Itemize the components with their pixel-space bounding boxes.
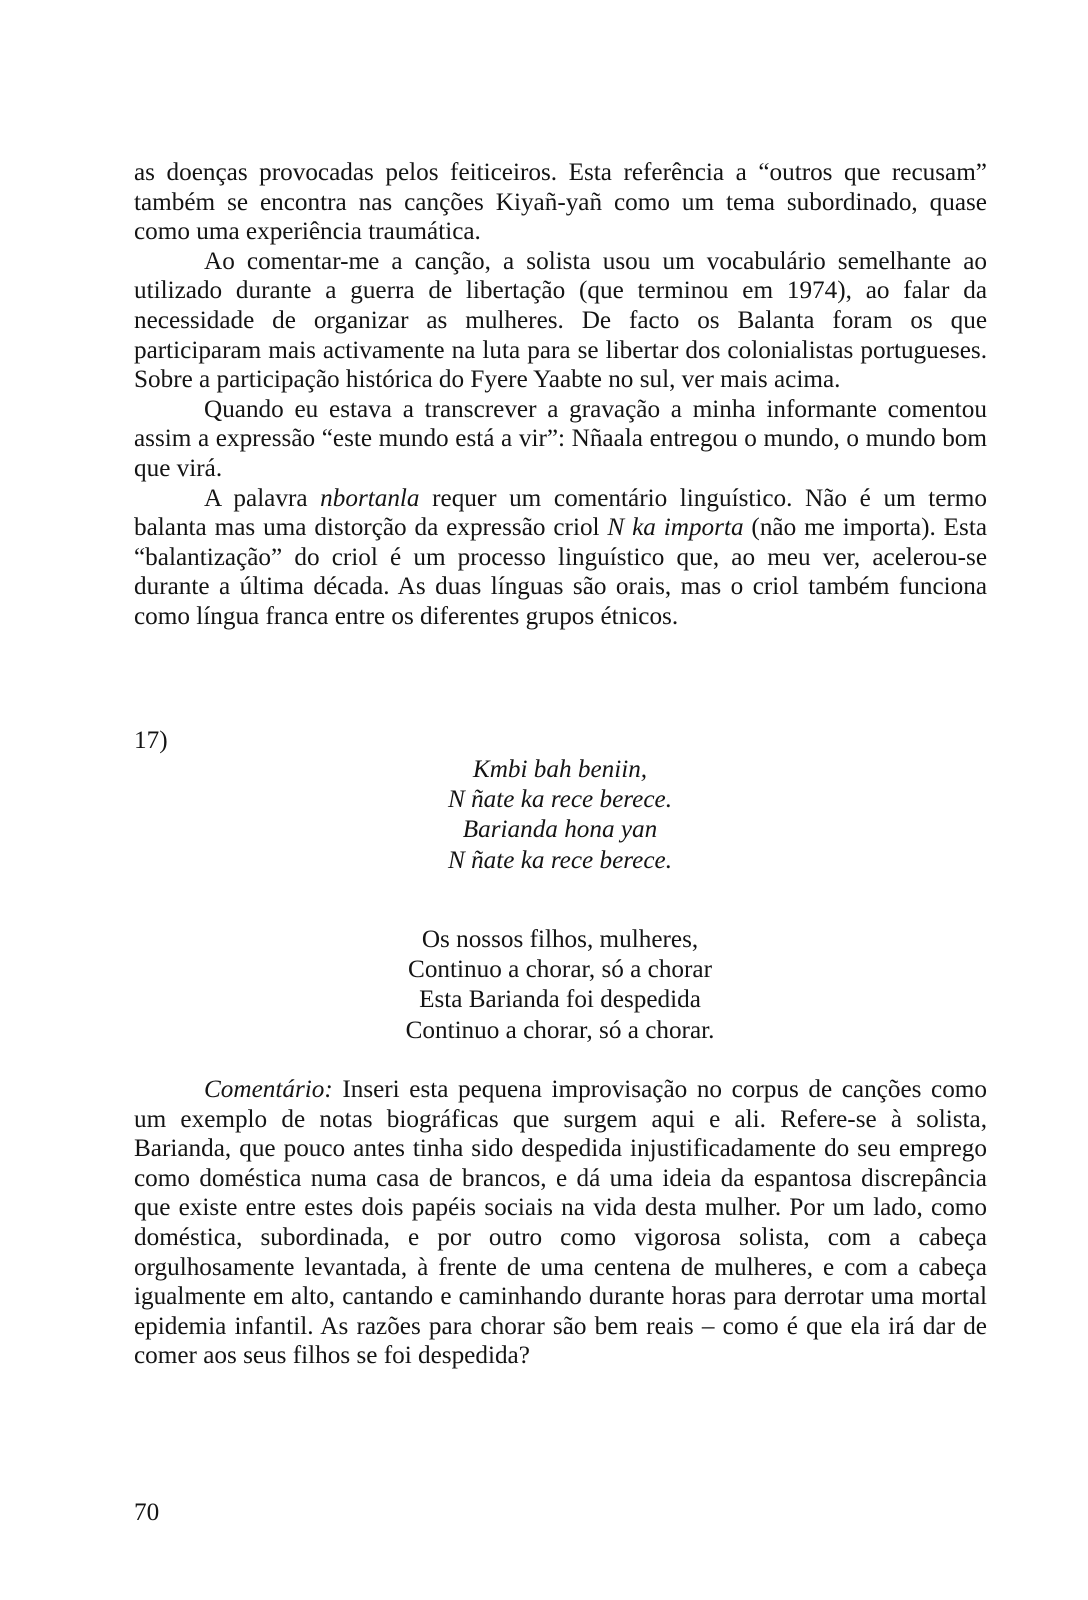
verse-line: N ñate ka rece berece. <box>447 786 672 814</box>
paragraph-4-text-3: (não me importa). Esta “balantização” do criol é um processo linguístico que, ao meu ver, acelerou-se durante a última década. As duas línguas são orais, mas o criol também funciona como língua franca entre os diferentes grupos étnicos. <box>134 514 988 630</box>
term-n-ka-importa: N ka importa <box>607 514 744 542</box>
verse-line: Continuo a chorar, só a chorar. <box>405 1016 715 1044</box>
song-translation-verse <box>310 925 810 1046</box>
commentary-paragraph <box>134 1075 987 1371</box>
term-nbortanla: nbortanla <box>320 484 420 512</box>
paragraph-2: Ao comentar-me a canção, a solista usou um vocabulário semelhante ao utilizado durante a guerra de libertação (que terminou em 1974), ao falar da necessidade de organizar as mulheres. De facto os Balanta foram os que participaram mais activamente na luta para se libertar dos colonialistas portugueses. Sobre a participação histórica do Fyere Yaabte no sul, ver mais acima. <box>134 247 987 394</box>
verse-line: Esta Barianda foi despedida <box>419 986 701 1014</box>
commentary-text: Inseri esta pequena improvisação no corpus de canções como um exemplo de notas biográficas que surgem aqui e ali. Refere-se à solista, Barianda, que pouco antes tinha sido despedida injustificadamente do seu emprego como doméstica numa casa de brancos, e dá uma ideia da espantosa discrepância que existe entre estes dois papéis sociais na vida desta mulher. Por um lado, como doméstica, subordinada, e por outro como vigorosa solista, com a cabeça orgulhosamente levantada, à frente de uma centena de mulheres, e com a cabeça igualmente em alto, cantando e caminhando durante horas para derrotar uma mortal epidemia infantil. As razões para chorar são bem reais – como é que ela irá dar de comer aos seus filhos se foi despedida? <box>134 1076 987 1370</box>
song-number: 17) <box>134 727 168 754</box>
commentary-label: Comentário: <box>204 1076 333 1103</box>
verse-line: Kmbi bah beniin, <box>472 756 648 783</box>
commentary <box>134 1075 987 1371</box>
paragraph-4 <box>134 484 987 632</box>
page-number: 70 <box>134 1499 160 1526</box>
verse-line: Os nossos filhos, mulheres, <box>421 926 699 953</box>
verse-line: Continuo a chorar, só a chorar <box>408 956 712 984</box>
body-text <box>134 158 987 632</box>
song-original-verse <box>310 755 810 876</box>
paragraph-4-text-2: requer um comentário linguístico. Não é um termo balanta mas uma distorção da expressão criol <box>134 484 987 542</box>
paragraph-1: as doenças provocadas pelos feiticeiros. Esta referência a “outros que recusam” também se encontra nas canções Kiyañ-yañ como um tema subordinado, quase como uma experiência traumática. <box>134 159 987 246</box>
paragraph-3: Quando eu estava a transcrever a gravação a minha informante comentou assim a expressão “este mundo está a vir”: Nñaala entregou o mundo, o mundo bom que virá. <box>134 395 987 482</box>
verse-line: Barianda hona yan <box>462 816 658 844</box>
paragraph-4-text-1: A palavra <box>204 484 321 512</box>
verse-line: N ñate ka rece berece. <box>447 846 672 874</box>
